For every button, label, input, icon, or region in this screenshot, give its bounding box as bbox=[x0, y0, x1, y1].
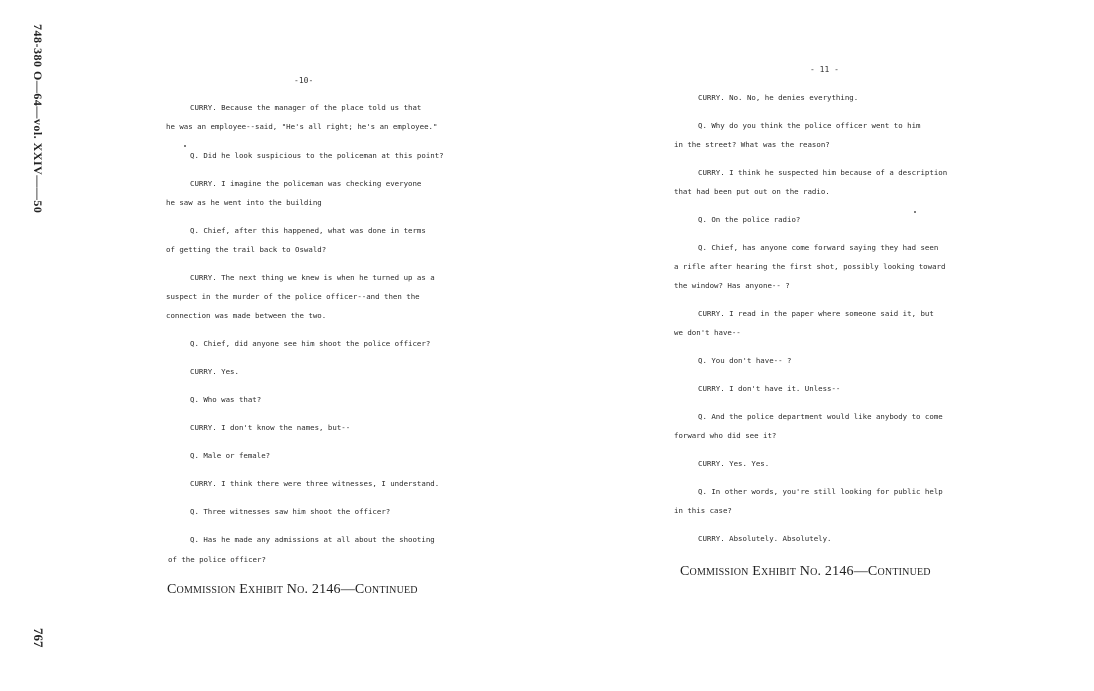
left-line-7: of getting the trail back to Oswald? bbox=[166, 245, 327, 254]
left-page-number: -10- bbox=[294, 76, 314, 85]
left-line-1: CURRY. Because the manager of the place told us that bbox=[190, 103, 422, 112]
right-line-12: Q. You don't have-- ? bbox=[698, 356, 792, 365]
volume-label: 748-380 O—64—vol. XXIV——50 bbox=[31, 24, 45, 214]
left-line-18: Q. Has he made any admissions at all about the shooting bbox=[190, 535, 435, 544]
left-line-14: CURRY. I don't know the names, but-- bbox=[190, 423, 351, 432]
right-line-10: CURRY. I read in the paper where someone said it, but bbox=[698, 309, 934, 318]
right-line-15: forward who did see it? bbox=[674, 431, 777, 440]
right-line-1: CURRY. No. No, he denies everything. bbox=[698, 93, 859, 102]
left-line-6: Q. Chief, after this happened, what was done in terms bbox=[190, 226, 426, 235]
left-line-15: Q. Male or female? bbox=[190, 451, 271, 460]
right-line-5: that had been put out on the radio. bbox=[674, 187, 830, 196]
right-line-16: CURRY. Yes. Yes. bbox=[698, 459, 770, 468]
right-line-4: CURRY. I think he suspected him because of a description bbox=[698, 168, 948, 177]
volume-page-number: 767 bbox=[31, 628, 46, 648]
ink-speck bbox=[184, 145, 186, 147]
right-line-6: Q. On the police radio? bbox=[698, 215, 801, 224]
left-line-17: Q. Three witnesses saw him shoot the officer? bbox=[190, 507, 391, 516]
left-line-2: he was an employee--said, "He's all right; he's an employee." bbox=[166, 122, 438, 131]
right-line-13: CURRY. I don't have it. Unless-- bbox=[698, 384, 841, 393]
right-line-8: a rifle after hearing the first shot, possibly looking toward bbox=[674, 262, 946, 271]
left-line-11: Q. Chief, did anyone see him shoot the police officer? bbox=[190, 339, 431, 348]
left-line-16: CURRY. I think there were three witnesses, I understand. bbox=[190, 479, 440, 488]
right-line-17: Q. In other words, you're still looking for public help bbox=[698, 487, 943, 496]
left-line-3: Q. Did he look suspicious to the policeman at this point? bbox=[190, 151, 444, 160]
right-line-11: we don't have-- bbox=[674, 328, 741, 337]
right-exhibit-caption: Commission Exhibit No. 2146—Continued bbox=[680, 564, 931, 579]
left-line-5: he saw as he went into the building bbox=[166, 198, 322, 207]
right-page-number: - 11 - bbox=[810, 65, 839, 74]
left-exhibit-caption: Commission Exhibit No. 2146—Continued bbox=[167, 582, 418, 597]
left-line-12: CURRY. Yes. bbox=[190, 367, 239, 376]
right-line-2: Q. Why do you think the police officer went to him bbox=[698, 121, 921, 130]
right-line-7: Q. Chief, has anyone come forward saying they had seen bbox=[698, 243, 939, 252]
ink-speck bbox=[914, 211, 916, 213]
right-line-3: in the street? What was the reason? bbox=[674, 140, 830, 149]
left-line-9: suspect in the murder of the police officer--and then the bbox=[166, 292, 420, 301]
right-line-9: the window? Has anyone-- ? bbox=[674, 281, 790, 290]
right-line-18: in this case? bbox=[674, 506, 732, 515]
left-line-4: CURRY. I imagine the policeman was checking everyone bbox=[190, 179, 422, 188]
left-line-8: CURRY. The next thing we knew is when he turned up as a bbox=[190, 273, 435, 282]
left-line-19: of the police officer? bbox=[168, 555, 266, 564]
right-line-14: Q. And the police department would like anybody to come bbox=[698, 412, 943, 421]
right-line-19: CURRY. Absolutely. Absolutely. bbox=[698, 534, 832, 543]
left-line-13: Q. Who was that? bbox=[190, 395, 262, 404]
left-line-10: connection was made between the two. bbox=[166, 311, 327, 320]
